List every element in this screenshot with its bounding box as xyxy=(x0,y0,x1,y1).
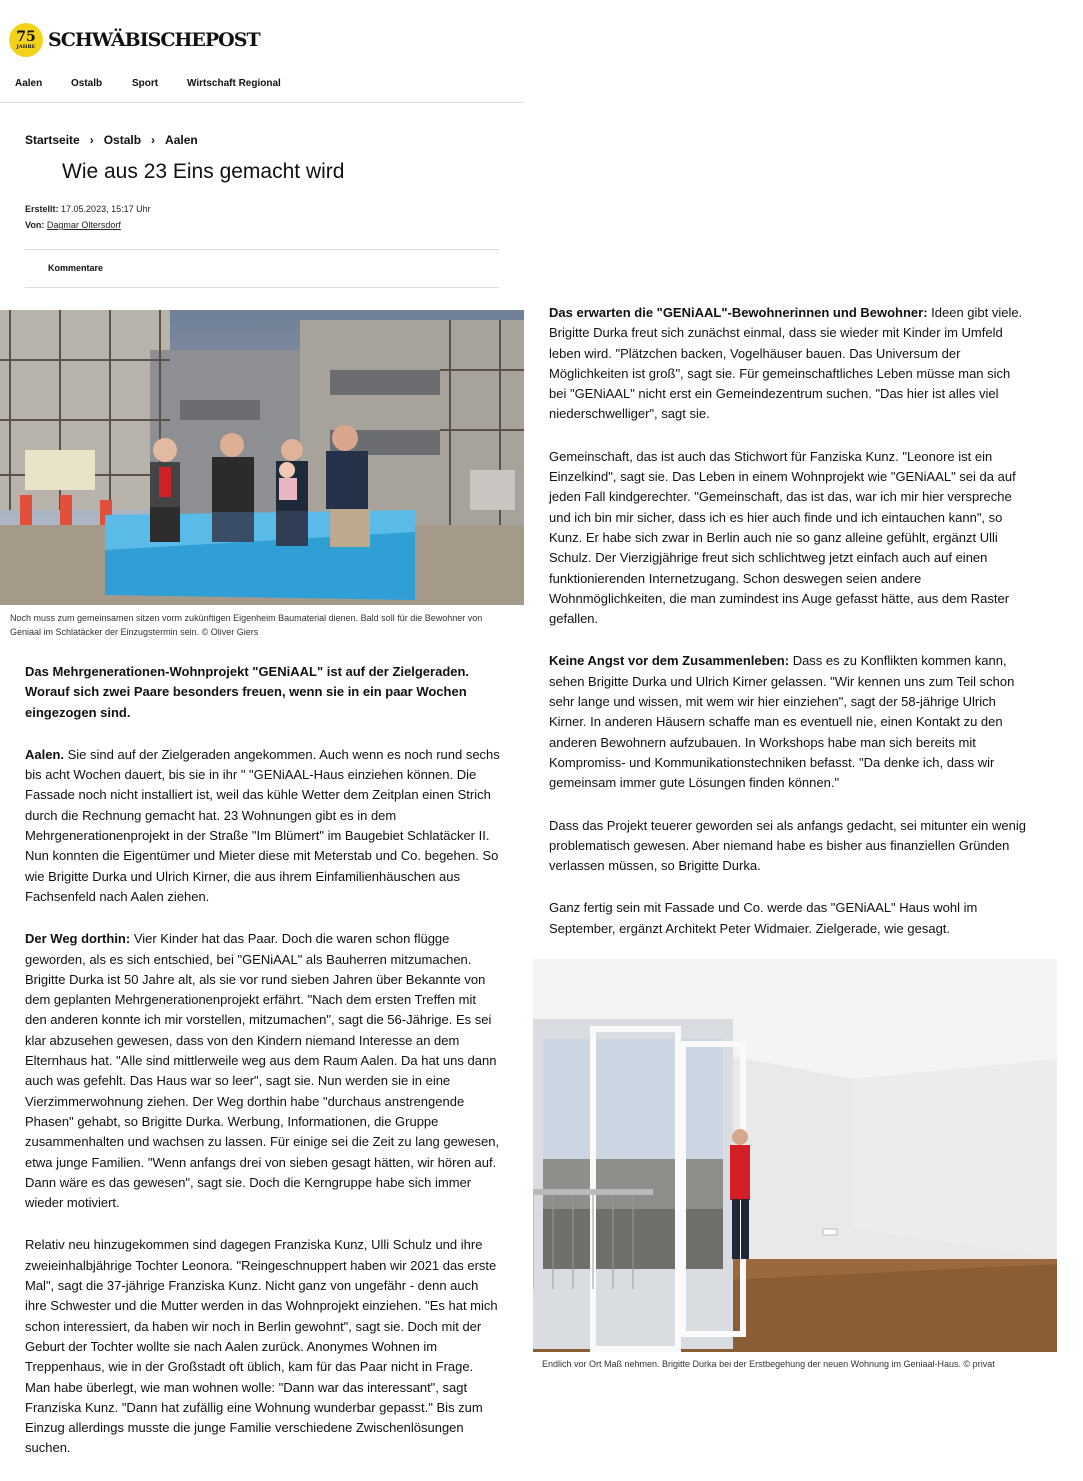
article-body-right xyxy=(549,303,1027,961)
chevron-right-icon: › xyxy=(151,133,156,147)
paragraph: Relativ neu hinzugekommen sind dagegen Franziska Kunz, Ulli Schulz und ihre zweieinhalbjährige Tochter Leonora. "Reingeschnuppert haben wir 2021 das erste Mal", sagt die 37-jährige Franziska Kunz. Nicht ganz von ungefähr - denn auch ihre Schwester und die Mutter werden in das Wohnprojekt einziehen. "Es hat mich schon interessiert, da haben wir noch in Berlin gewohnt", sagt sie. Doch mit der Geburt der Tochter wollte sie nach Aalen zurück. Anonymes Wohnen im Treppenhaus, wie in der Großstadt oft üblich, kam für das Paar nicht in Frage. Man habe überlegt, wie man wohnen wolle: "Dann war das interessant", sagt Franziska Kunz. "Dann hat zufällig eine Wohnung wunderbar gepasst." Bis zum Einzug allerdings musste die junge Familie verschiedene Zwischenlösungen suchen. xyxy=(25,1237,498,1456)
breadcrumb xyxy=(25,133,198,147)
photo-apartment-illustration xyxy=(533,959,1057,1352)
paragraph: Keine Angst vor dem Zusammenleben: Dass es zu Konflikten kommen kann, sehen Brigitte Durka und Ulrich Kirner gelassen. "Wir kennen uns zum Teil schon sehr lange und wissen, mit wem wir hier einziehen", sagt der 58-jährige Ulrich Kirner. In anderen Häusern schaffe man es eventuell nie, einen Kontakt zu den anderen Bewohnern aufzubauen. In Workshops habe man sich bereits mit Kompromiss- und Kommunikationstechniken befasst. "Da denke ich, dass wir gemeinsam immer gute Lösungen finden können." xyxy=(549,653,1015,791)
paragraph: Aalen. Sie sind auf der Zielgeraden angekommen. Auch wenn es noch rund sechs bis acht Wochen dauert, bis sie in ihr " "GENiAAL-Haus einziehen können. Die Fassade noch nicht installiert ist, weil das kühle Wetter dem Zeitplan einen Strich durch die Rechnung gemacht hat. 23 Wohnungen gibt es in dem Mehrgenerationenprojekt in der Straße "Im Blümert" im Baugebiet Schlatäcker II. Nun konnten die Eigentümer und Mieter diese mit Meterstab und Co. begehen. So wie Brigitte Durka und Ulrich Kirner, die aus ihrem Einfamilienhäuschen aus Fachsenfeld nach Aalen ziehen. xyxy=(25,746,500,904)
paragraph: Das erwarten die "GENiAAL"-Bewohnerinnen und Bewohner: Ideen gibt viele. Brigitte Durka freut sich zunächst einmal, dass sie wieder mit Kinder im Umfeld leben wird. "Plätzchen backen, Vogelhäuser bauen. Das Universum der Möglichkeiten ist groß", sagt sie. Für gemeinschaftliches Leben müsse man sich bei "GENiAAL" nicht erst ein Gemeindezentrum suchen. "Das hier ist alles viel niederschwelliger", sagt sie. xyxy=(549,305,1023,422)
logo-wordmark: SCHWÄBISCHEPOST xyxy=(48,29,260,51)
divider xyxy=(25,249,499,250)
main-nav xyxy=(0,72,524,103)
divider xyxy=(25,287,499,288)
article-body-left xyxy=(25,662,500,1481)
anniversary-badge: 75 JAHRE xyxy=(9,23,43,57)
nav-item-sport[interactable]: Sport xyxy=(132,78,159,89)
breadcrumb-ostalb[interactable]: Ostalb xyxy=(103,133,142,147)
article-lead: Das Mehrgenerationen-Wohnprojekt "GENiAAL" ist auf der Zielgeraden. Worauf sich zwei Paare besonders freuen, wenn sie in ein paar Wochen eingezogen sind. xyxy=(25,664,470,720)
created-date: Erstellt: 17.05.2023, 15:17 Uhr xyxy=(25,204,151,214)
author-link[interactable]: Dagmar Oltersdorf xyxy=(46,220,121,230)
site-logo[interactable] xyxy=(9,22,260,58)
photo-caption: Endlich vor Ort Maß nehmen. Brigitte Durka bei der Erstbegehung der neuen Wohnung im Geniaal-Haus. © privat xyxy=(542,1359,995,1369)
paragraph: Gemeinschaft, das ist auch das Stichwort für Fanziska Kunz. "Leonore ist ein Einzelkind", sagt sie. Das Leben in einem Wohnprojekt wie "GENiAAL" sei da auf jeden Fall kindgerechter. "Gemeinschaft, das ist das, war ich mir hier verspreche und ich bin mir sicher, dass ich es hier auch finde und ich eintauchen kann", so Kunz. Er habe sich zwar in Berlin auch nie so ganz alleine gefühlt, ergänzt Ulli Schulz. Der Vierzigjährige freut sich schlichtweg jetzt einfach auch auf einen funktionierenden Internetzugang. Schon deswegen seien andere Wohnmöglichkeiten, die man zumindest ins Auge gefasst hätte, aus dem Raster gefallen. xyxy=(549,448,1016,627)
page-title: Wie aus 23 Eins gemacht wird xyxy=(62,160,345,183)
nav-item-wirtschaft-regional[interactable]: Wirtschaft Regional xyxy=(187,78,281,89)
paragraph: Dass das Projekt teuerer geworden sei als anfangs gedacht, sei mitunter ein wenig problematisch gewesen. Aber niemand habe es bisher aus finanziellen Gründen verlassen müssen, so Brigitte Durka. xyxy=(549,817,1026,874)
paragraph: Der Weg dorthin: Vier Kinder hat das Paar. Doch die waren schon flügge geworden, als es sich entschied, bei "GENiAAL" als Bauherren mitzumachen. Brigitte Durka ist 50 Jahre alt, als sie vor rund sieben Jahren über Bekannte von dem geplanten Mehrgenerationenprojekt erfährt. "Nach dem ersten Treffen mit den anderen konnte ich mir vorstellen, mitzumachen", sagt die 56-Jährige. Es sei klar abzusehen gewesen, dass von den Kindern niemand Interesse an dem Elternhaus hat. "Alle sind mittlerweile weg aus dem Raum Aalen. Da hat uns dann auch was gefehlt. Das Haus war so leer", sagt sie. Nun werden sie in eine Vierzimmerwohnung ziehen. Der Weg dorthin habe "durchaus anstrengende Phasen" gehabt, so Brigitte Durka. Werbung, Informationen, die Gruppe zusammenhalten und wachsen zu lassen. Für einige sei die Zeit zu lang gewesen, etwa junge Familien. "Wenn anfangs drei von sieben gesagt hätten, wir hören auf. Dann wäre es das gewesen", sagt sie. Doch die Kerngruppe habe sich immer wieder motiviert. xyxy=(25,931,500,1211)
comments-button[interactable]: Kommentare xyxy=(48,263,104,273)
author-line: Von: Dagmar Oltersdorf xyxy=(25,220,121,230)
photo-group-illustration xyxy=(0,310,524,605)
article-photo-apartment xyxy=(533,959,1057,1352)
paragraph: Ganz fertig sein mit Fassade und Co. werde das "GENiAAL" Haus wohl im September, ergänzt Architekt Peter Widmaier. Zielgerade, wie gesagt. xyxy=(549,900,978,936)
article-photo-group xyxy=(0,310,524,605)
breadcrumb-aalen[interactable]: Aalen xyxy=(165,133,198,147)
chevron-right-icon: › xyxy=(89,133,94,147)
breadcrumb-startseite[interactable]: Startseite xyxy=(25,133,80,147)
photo-caption: Noch muss zum gemeinsamen sitzen vorm zukünftigen Eigenheim Baumaterial dienen. Bald soll für die Bewohner von Geniaal im Schlatäcker der Einzugstermin sein. © Oliver Giers xyxy=(10,613,483,637)
nav-item-ostalb[interactable]: Ostalb xyxy=(71,78,103,89)
nav-item-aalen[interactable]: Aalen xyxy=(15,78,43,89)
